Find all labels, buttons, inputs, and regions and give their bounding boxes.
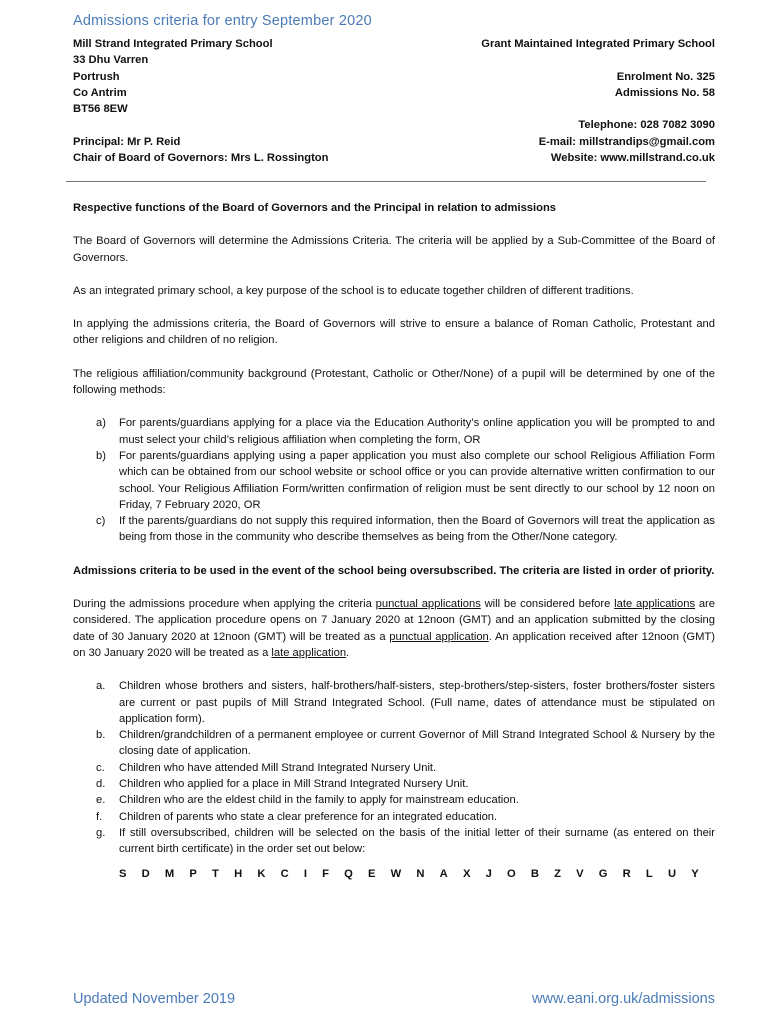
list-marker: d. bbox=[96, 778, 106, 791]
surname-letter: Q bbox=[344, 867, 353, 880]
list-item bbox=[73, 513, 715, 546]
procedure-text: will be considered before bbox=[480, 598, 615, 611]
criterion-text: Children who are the eldest child in the family to apply for mainstream education. bbox=[119, 794, 519, 807]
list-marker: b) bbox=[96, 449, 106, 462]
surname-letter: O bbox=[506, 867, 516, 880]
header-left-line: 33 Dhu Varren bbox=[73, 54, 149, 67]
criterion-text: Children who have attended Mill Strand Integrated Nursery Unit. bbox=[119, 761, 437, 774]
surname-letter: F bbox=[322, 867, 329, 880]
affiliation-methods-list bbox=[73, 415, 715, 545]
criterion-text: If still oversubscribed, children will be selected on the basis of the initial letter of their surname (as entered on their current birth certificate) in the order set out below: bbox=[119, 826, 715, 856]
enrolment-number: Enrolment No. 325 bbox=[616, 70, 715, 83]
surname-letter: N bbox=[416, 867, 425, 880]
surname-letter: P bbox=[189, 867, 197, 880]
chair-line: Chair of Board of Governors: Mrs L. Rossington bbox=[73, 152, 329, 165]
header-right-spacer bbox=[481, 52, 715, 68]
procedure-text: During the admissions procedure when applying the criteria bbox=[73, 598, 376, 611]
criterion-item bbox=[73, 776, 715, 792]
surname-letter: J bbox=[485, 867, 492, 880]
surname-letter: E bbox=[368, 867, 376, 880]
surname-letter: X bbox=[462, 867, 471, 880]
footer-link[interactable]: www.eani.org.uk/admissions bbox=[532, 991, 715, 1007]
criterion-item bbox=[73, 760, 715, 776]
admissions-number: Admissions No. 58 bbox=[614, 86, 715, 99]
admissions-criteria-list bbox=[73, 678, 715, 857]
list-item-text: For parents/guardians applying using a paper application you must also complete our school Religious Affiliation Form which can be obtained from our school website or school office or you can provide alternative written confirmation to our school. Your Religious Affiliation Form/written confirmation of religion must be sent directly to our school by 12 noon on Friday, 7 February 2020, OR bbox=[119, 449, 715, 511]
surname-letter: D bbox=[141, 867, 150, 880]
surname-letter: R bbox=[622, 867, 631, 880]
paragraph: The religious affiliation/community background (Protestant, Catholic or Other/None) of a pupil will be determined by one of the following methods: bbox=[73, 367, 715, 397]
criterion-item bbox=[73, 678, 715, 727]
footer-updated: Updated November 2019 bbox=[73, 991, 236, 1007]
header-left-line: BT56 8EW bbox=[73, 103, 128, 116]
list-marker: a) bbox=[96, 417, 106, 430]
paragraph: As an integrated primary school, a key purpose of the school is to educate together children of different traditions. bbox=[73, 284, 634, 297]
late-application-term: late application bbox=[271, 646, 347, 659]
surname-letter: B bbox=[530, 867, 539, 880]
criterion-text: Children whose brothers and sisters, half-brothers/half-sisters, step-brothers/step-sisters, foster brothers/foster sisters are current or past pupils of Mill Strand Integrated School. (Full name, dates of attendance must be stipulated on application form). bbox=[119, 680, 715, 725]
document-body bbox=[73, 200, 715, 882]
list-item-text: If the parents/guardians do not supply this required information, then the Board of Governors will treat the application as being from those in the community who describe themselves as being from the Other/None category. bbox=[119, 515, 715, 544]
school-contact-block bbox=[481, 36, 715, 166]
list-marker: c) bbox=[96, 515, 106, 528]
procedure-text: . An application received after 12noon (GMT) on 30 January 2020 will be treated as a bbox=[73, 630, 715, 659]
header-left-line: Co Antrim bbox=[73, 86, 127, 99]
late-applications-term: late applications bbox=[614, 598, 696, 611]
criterion-text: Children who applied for a place in Mill Strand Integrated Nursery Unit. bbox=[119, 778, 469, 791]
surname-letter: W bbox=[390, 867, 402, 880]
procedure-text: . bbox=[346, 646, 350, 659]
website: Website: www.millstrand.co.uk bbox=[550, 152, 715, 165]
surname-letter: L bbox=[645, 867, 653, 880]
list-marker: g. bbox=[96, 826, 106, 839]
list-item-text: For parents/guardians applying for a place via the Education Authority’s online application you will be prompted to and must select your child’s religious affiliation when completing the form, OR bbox=[119, 417, 715, 446]
criterion-item bbox=[73, 809, 715, 825]
surname-letter: U bbox=[667, 867, 677, 880]
surname-letter-order bbox=[119, 866, 699, 882]
surname-letter: G bbox=[598, 867, 608, 880]
paragraph: The Board of Governors will determine the Admissions Criteria. The criteria will be applied by a Sub-Committee of the Board of Governors. bbox=[73, 235, 715, 264]
procedure-text: are considered. The application procedure opens on 7 January 2020 at 12noon (GMT) and an application submitted by the closing date of 30 January 2020 at 12noon (GMT) will be treated as a bbox=[73, 598, 715, 643]
section-heading-functions: Respective functions of the Board of Governors and the Principal in relation to admissions bbox=[73, 202, 557, 214]
telephone: Telephone: 028 7082 3090 bbox=[578, 119, 715, 132]
criterion-item bbox=[73, 727, 715, 760]
principal-line: Principal: Mr P. Reid bbox=[73, 135, 181, 148]
document-title: Admissions criteria for entry September 2020 bbox=[73, 13, 372, 29]
list-marker: e. bbox=[96, 794, 106, 807]
surname-letter: I bbox=[303, 867, 307, 880]
section-heading-criteria: Admissions criteria to be used in the event of the school being oversubscribed. The criteria are listed in order of priority. bbox=[73, 564, 715, 577]
paragraph: In applying the admissions criteria, the Board of Governors will strive to ensure a balance of Roman Catholic, Protestant and other religions and children of no religion. bbox=[73, 318, 715, 347]
surname-letter: Y bbox=[691, 867, 699, 880]
punctual-application-term: punctual application bbox=[389, 630, 489, 643]
header-left-spacer bbox=[73, 117, 328, 133]
list-marker: c. bbox=[96, 761, 105, 774]
surname-letter: K bbox=[257, 867, 266, 880]
surname-letter: Z bbox=[554, 867, 561, 880]
list-marker: a. bbox=[96, 680, 106, 693]
criterion-item bbox=[73, 792, 715, 808]
surname-letter: H bbox=[234, 867, 243, 880]
school-address-block bbox=[73, 36, 328, 166]
header-right-spacer bbox=[481, 101, 715, 117]
surname-letter: V bbox=[576, 867, 584, 880]
list-item bbox=[73, 415, 715, 448]
criterion-text: Children/grandchildren of a permanent employee or current Governor of Mill Strand Integrated School & Nursery by the closing date of application. bbox=[119, 729, 715, 758]
list-marker: b. bbox=[96, 729, 106, 742]
surname-letter: T bbox=[212, 867, 219, 880]
school-type: Grant Maintained Integrated Primary School bbox=[481, 38, 715, 50]
punctual-applications-term: punctual applications bbox=[375, 598, 481, 611]
header-left-line: Mill Strand Integrated Primary School bbox=[73, 38, 273, 50]
header-divider bbox=[66, 181, 706, 182]
header-left-line: Portrush bbox=[73, 70, 120, 83]
surname-letter: C bbox=[280, 867, 289, 880]
list-marker: f. bbox=[96, 810, 103, 823]
procedure-paragraph bbox=[73, 596, 715, 661]
criterion-text: Children of parents who state a clear preference for an integrated education. bbox=[119, 810, 498, 823]
email: E-mail: millstrandips@gmail.com bbox=[538, 135, 715, 148]
list-item bbox=[73, 448, 715, 513]
surname-letter: M bbox=[164, 867, 175, 880]
criterion-item bbox=[73, 825, 715, 858]
surname-letter: S bbox=[119, 867, 127, 880]
surname-letter: A bbox=[439, 867, 448, 880]
